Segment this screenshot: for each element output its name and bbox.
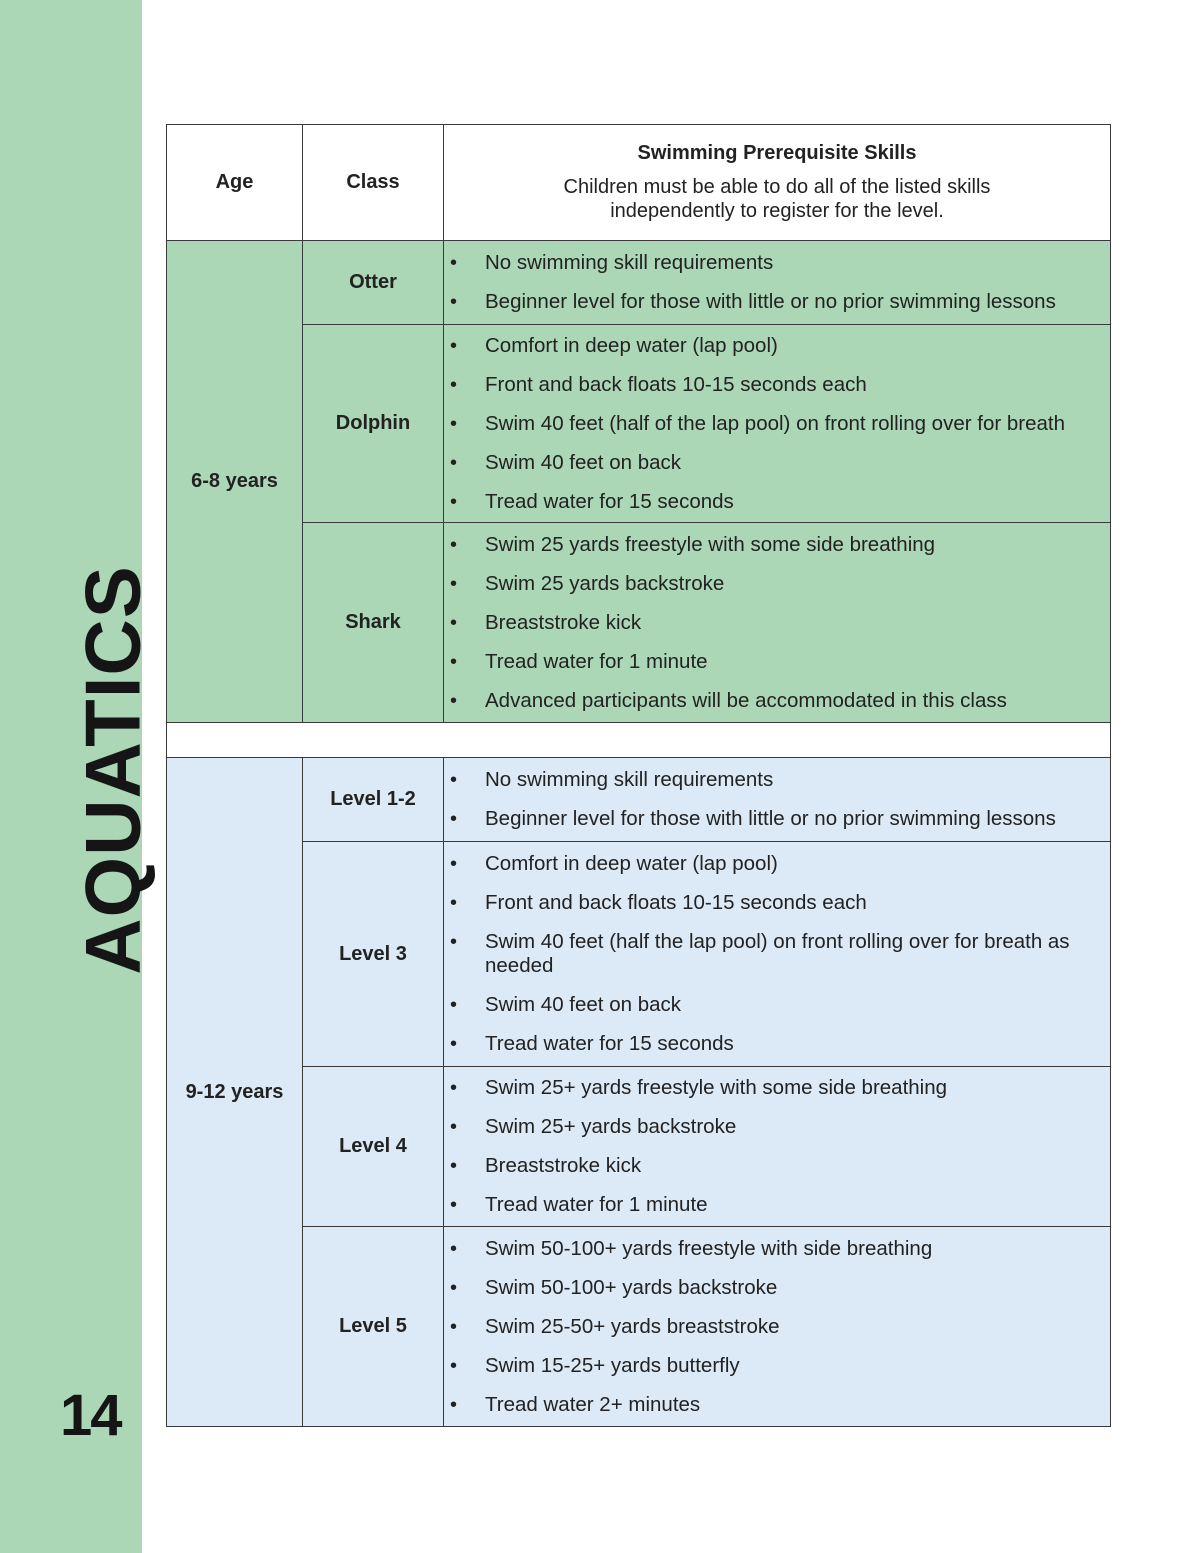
- page-number: 14: [60, 1383, 121, 1448]
- table-row: [167, 842, 1111, 1067]
- skill-item: • Tread water for 15 seconds: [444, 1032, 1102, 1056]
- skill-item: • Swim 25 yards backstroke: [444, 572, 1102, 596]
- skill-list: [444, 243, 1110, 322]
- skill-item: • Beginner level for those with little or no prior swimming lessons: [444, 807, 1102, 831]
- skills-cell: [444, 523, 1111, 723]
- section-title: AQUATICS: [68, 565, 157, 975]
- skills-header-title: Swimming Prerequisite Skills: [637, 142, 917, 164]
- skill-item: • Swim 40 feet (half of the lap pool) on front rolling over for breath: [444, 412, 1102, 436]
- skill-item: • Swim 25+ yards backstroke: [444, 1115, 1102, 1139]
- table-row: [167, 325, 1111, 523]
- skills-cell: [444, 325, 1111, 523]
- class-header: Class: [303, 125, 444, 241]
- skills-cell: [444, 1227, 1111, 1427]
- skill-item: • Tread water for 15 seconds: [444, 490, 1102, 514]
- skill-item: • Swim 25+ yards freestyle with some side breathing: [444, 1076, 1102, 1100]
- age-cell: 6-8 years: [167, 241, 303, 723]
- class-cell: Otter: [303, 241, 444, 325]
- skill-list: [444, 1068, 1110, 1225]
- skills-cell: [444, 1067, 1111, 1227]
- table-row: [167, 523, 1111, 723]
- skill-item: • No swimming skill requirements: [444, 251, 1102, 275]
- age-header: Age: [167, 125, 303, 241]
- group-spacer: [167, 723, 1111, 758]
- skill-item: • Swim 40 feet on back: [444, 451, 1102, 475]
- skills-cell: [444, 241, 1111, 325]
- skill-list: [444, 525, 1110, 721]
- class-cell: Shark: [303, 523, 444, 723]
- table-row: [167, 1227, 1111, 1427]
- skill-item: • Tread water for 1 minute: [444, 1193, 1102, 1217]
- skill-item: • Tread water for 1 minute: [444, 650, 1102, 674]
- table-row: [167, 758, 1111, 842]
- class-cell: Level 3: [303, 842, 444, 1067]
- age-cell: 9-12 years: [167, 758, 303, 1427]
- table-row: [167, 241, 1111, 325]
- skill-item: • Tread water 2+ minutes: [444, 1393, 1102, 1417]
- table-header-row: [167, 125, 1111, 241]
- skill-list: [444, 326, 1110, 522]
- skill-item: • Comfort in deep water (lap pool): [444, 852, 1102, 876]
- class-cell: Level 4: [303, 1067, 444, 1227]
- skill-item: • Swim 25 yards freestyle with some side breathing: [444, 533, 1102, 557]
- class-cell: Dolphin: [303, 325, 444, 523]
- skill-item: • Breaststroke kick: [444, 1154, 1102, 1178]
- skill-item: • Front and back floats 10-15 seconds each: [444, 891, 1102, 915]
- skills-cell: [444, 758, 1111, 842]
- skills-header-note: Children must be able to do all of the listed skills independently to register for the level.: [563, 176, 991, 222]
- skill-list: [444, 844, 1110, 1064]
- skill-item: • Breaststroke kick: [444, 611, 1102, 635]
- skills-cell: [444, 842, 1111, 1067]
- skills-header: [444, 125, 1111, 241]
- skill-item: • Beginner level for those with little or no prior swimming lessons: [444, 290, 1102, 314]
- skill-list: [444, 1229, 1110, 1425]
- skill-item: • Swim 40 feet on back: [444, 993, 1102, 1017]
- group-spacer-row: [167, 723, 1111, 758]
- skill-item: • Swim 25-50+ yards breaststroke: [444, 1315, 1102, 1339]
- class-cell: Level 5: [303, 1227, 444, 1427]
- prerequisite-skills-table: [166, 124, 1111, 1427]
- skill-item: • Swim 40 feet (half the lap pool) on front rolling over for breath as needed: [444, 930, 1102, 978]
- skill-item: • Comfort in deep water (lap pool): [444, 334, 1102, 358]
- skill-item: • Swim 50-100+ yards backstroke: [444, 1276, 1102, 1300]
- skill-item: • Advanced participants will be accommodated in this class: [444, 689, 1102, 713]
- class-cell: Level 1-2: [303, 758, 444, 842]
- table-row: [167, 1067, 1111, 1227]
- skill-item: • Swim 15-25+ yards butterfly: [444, 1354, 1102, 1378]
- skill-item: • No swimming skill requirements: [444, 768, 1102, 792]
- table-body: [167, 241, 1111, 1427]
- skill-item: • Swim 50-100+ yards freestyle with side breathing: [444, 1237, 1102, 1261]
- skill-item: • Front and back floats 10-15 seconds each: [444, 373, 1102, 397]
- skill-list: [444, 760, 1110, 839]
